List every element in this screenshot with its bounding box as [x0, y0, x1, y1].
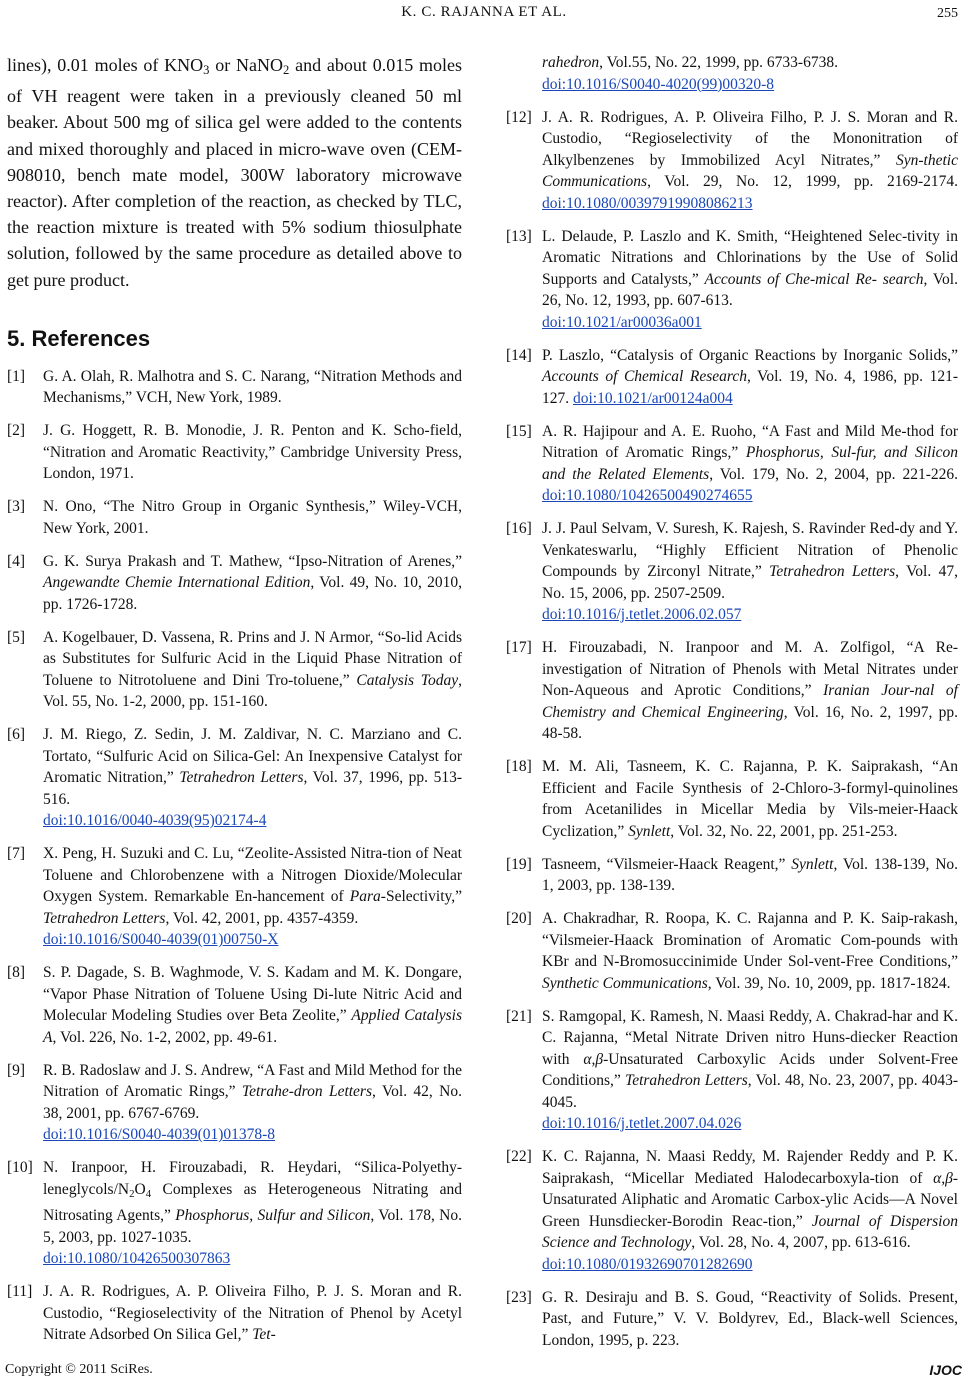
reference-mid: -Unsaturated Aliphatic and Aromatic Carbox-ylic Acids—A Novel Green Hunsdiecker-Borodin Reac-tion,” [542, 1169, 958, 1230]
reference-text [542, 226, 958, 334]
reference-pre: J. J. Paul Selvam, V. Suresh, K. Rajesh, S. Ravinder Red-dy and Y. Venkateswarlu, “Highly Efficient Nitration of Phenolic Compounds by Zirconyl Nitrate,” [542, 520, 958, 580]
reference-pre: R. B. Radoslaw and J. S. Andrew, “A Fast and Mild Method for the Nitration of Aromatic Rings,” [43, 1061, 462, 1101]
reference-pre: L. Delaude, P. Laszlo and K. Smith, “Heightened Selec-tivity in Aromatic Nitrations and Chlorinations by the Use of Solid Supports and Catalysts,” [542, 227, 958, 288]
method-paragraph: lines), 0.01 moles of $KNO_3$ or NaNO$_2$ and about 0.015 moles of VH reagent were taken in a previously cleaned 50 ml beaker. About 500 mg of silica gel were added to the contents and mixed thoroughly and placed in micro-wave oven (CEM-908010, bench mate model, 300W laboratory microwave reactor). After completion of the reaction, as checked by TLC, the reaction mixture is treated with 5% sodium thiosulphate solution, followed by the same procedure as detailed above to get pure product. [7, 55, 463, 290]
reference-number: [1] [7, 367, 26, 385]
reference-number: [8] [7, 964, 26, 982]
reference-number: [16] [506, 520, 532, 537]
reference-item [506, 854, 958, 897]
reference-pre: S. Ramgopal, K. Ramesh, N. Maasi Reddy, A. Chakrad-har and K. C. Rajanna, “Metal Nitrate Driven nitro Huns-diecker Reaction with [542, 1007, 958, 1068]
reference-ital: Accounts of Che-mical Re- search [704, 270, 924, 288]
doi-link[interactable]: doi:10.1016/S0040-4039(01)01378-8 [43, 1126, 276, 1144]
reference-item [506, 518, 958, 626]
reference-ital: Accounts of Chemical Research [542, 368, 747, 385]
reference-post: , Vol. 49, No. 10, 2010, pp. 1726-1728. [43, 574, 463, 613]
reference-number: [14] [506, 346, 532, 364]
reference-text [542, 345, 958, 410]
reference-item [506, 637, 958, 745]
reference-pre: A. Kogelbauer, D. Vassena, R. Prins and J. N Armor, “So-lid Acids as Substitutes for Sulfuric Acid in the Liquid Phase Nitration of Toluene to Nitrotoluene and Dini Tro-toluene,” [43, 628, 462, 689]
reference-pre: A. R. Hajipour and A. E. Ruoho, “A Fast and Mild Me-thod for Nitration of Aromatic Rings,” [542, 422, 958, 461]
doi-link[interactable]: doi:10.1021/ar00036a001 [542, 313, 702, 331]
reference-ital: Synlett [791, 855, 834, 873]
reference-item [506, 421, 958, 507]
reference-text [43, 420, 462, 485]
reference-item [7, 551, 462, 616]
doi-link[interactable]: doi:10.1016/j.tetlet.2007.04.026 [542, 1115, 742, 1132]
reference-ital2: Journal of Dispersion Science and Technology [542, 1212, 958, 1251]
reference-text [542, 756, 958, 842]
reference-item [7, 420, 462, 485]
reference-post: , Vol. 16, No. 2, 1997, pp. 48-58. [542, 703, 958, 742]
doi-link[interactable]: doi:10.1016/S0040-4039(01)00750-X [43, 931, 279, 949]
reference-ital: α,β [933, 1169, 953, 1187]
reference-text [43, 366, 462, 409]
reference-post: , Vol. 138-139, No. 1, 2003, pp. 138-139. [542, 855, 959, 894]
doi-link[interactable]: doi:10.1080/01932690701282690 [542, 1255, 753, 1273]
reference-item [506, 1146, 958, 1275]
reference-ital: Synlett [628, 822, 671, 840]
reference-item [7, 366, 462, 409]
reference-list-left [7, 366, 462, 1346]
page-number: 255 [937, 6, 958, 21]
reference-item [506, 756, 958, 842]
reference-number: [7] [7, 845, 26, 863]
reference-text [43, 962, 462, 1048]
reference-post: , Vol. 19, No. 4, 1986, pp. 121-127. [542, 368, 958, 407]
reference-pre: N. Iranpoor, H. Firouzabadi, R. Heydari, “Silica-Polyethy-leneglycols/N [43, 1159, 462, 1198]
reference-number: [22] [506, 1148, 532, 1165]
reference-item [7, 724, 462, 832]
reference-post: , Vol. 26, No. 12, 1993, pp. 607-613. [542, 270, 958, 309]
reference-number: [2] [7, 422, 26, 440]
reference-item [506, 52, 958, 95]
reference-mid: -Unsaturated Carboxylic Acids under Solvent-Free Conditions,” [542, 1050, 958, 1089]
reference-ital2: Tetrahedron Letters [43, 909, 166, 927]
reference-post: , Vol. 48, No. 23, 2007, pp. 4043-4045. [542, 1072, 959, 1111]
doi-link[interactable]: doi:10.1016/S0040-4020(99)00320-8 [542, 75, 775, 93]
reference-ital: Tetrahedron Letters [769, 563, 896, 580]
reference-item [506, 226, 958, 334]
reference-number: [10] [7, 1159, 33, 1177]
reference-post: , Vol. 39, No. 10, 2009, pp. 1817-1824. [707, 974, 951, 992]
reference-text [43, 1060, 462, 1146]
reference-ital: Tetrahe-dron Letters [241, 1083, 372, 1101]
reference-number: [23] [506, 1288, 532, 1306]
reference-item [506, 345, 958, 410]
reference-post: , Vol. 42, 2001, pp. 4357-4359. [165, 909, 359, 927]
reference-number: [13] [506, 227, 532, 245]
reference-number: [12] [506, 108, 532, 126]
reference-item [506, 107, 958, 215]
journal-abbrev: IJOC [929, 1362, 962, 1378]
reference-text [542, 421, 958, 507]
doi-link[interactable]: doi:10.1021/ar00124a004 [573, 389, 733, 407]
left-column [7, 52, 462, 1357]
reference-post: , Vol. 37, 1996, pp. 513-516. [43, 769, 463, 808]
reference-text [43, 627, 462, 713]
copyright-notice: Copyright © 2011 SciRes. [5, 1362, 153, 1377]
reference-pre: J. A. R. Rodrigues, A. P. Oliveira Filho, P. J. S. Moran and R. Custodio, “Regioselectivity of the Mononitration of Alkylbenzenes by Immobilized Acyl Nitrates,” [542, 108, 958, 169]
reference-pre: S. P. Dagade, S. B. Waghmode, V. S. Kadam and M. K. Dongare, “Vapor Phase Nitration of Toluene Using Di-lute Nitric Acid and Molecular Modeling Studies over Beta Zeolite,” [43, 964, 462, 1025]
reference-text [542, 908, 958, 994]
reference-post: , Vol. 42, No. 38, 2001, pp. 6767-6769. [43, 1083, 462, 1122]
reference-number: [21] [506, 1007, 532, 1025]
reference-text [542, 518, 958, 626]
reference-ital: Synthetic Communications [542, 974, 708, 992]
reference-pre: M. M. Ali, Tasneem, K. C. Rajanna, P. K. Saiprakash, “An Efficient and Facile Synthesis of 2-Chloro-3-formyl-quinolines from Acetanilides in Micellar Media by Vils-meier-Haack Cyclization,” [542, 758, 958, 840]
reference-text: N. Ono, “The Nitro Group in Organic Synthesis,” Wiley-VCH, New York, 2001. [43, 498, 462, 537]
reference-text [542, 52, 958, 95]
reference-post: , Vol. 226, No. 1-2, 2002, pp. 49-61. [52, 1028, 278, 1046]
reference-pre: J. M. Riego, Z. Sedin, J. M. Zaldivar, N. C. Marziano and C. Tortato, “Sulfuric Acid on Silica-Gel: An Inexpensive Catalyst for Aromatic Nitration,” [43, 726, 462, 787]
reference-item [7, 627, 462, 713]
reference-number: [6] [7, 726, 26, 744]
reference-item [7, 843, 462, 951]
running-head: K. C. RAJANNA ET AL. [401, 4, 567, 20]
reference-sub2: 4 [145, 1187, 152, 1200]
reference-text [542, 107, 958, 215]
section-heading: 5. References [7, 325, 151, 351]
reference-ital: Tet- [252, 1326, 276, 1344]
reference-pre: K. C. Rajanna, N. Maasi Reddy, M. Rajender Reddy and P. K. Saiprakash, “Micellar Mediated Halodecarboxyla-tion of [542, 1148, 958, 1187]
reference-ital: Phosphorus, Sulfur and Silicon [175, 1207, 371, 1225]
reference-item [7, 962, 462, 1048]
reference-ital: Catalysis Today [356, 671, 459, 689]
reference-number: [18] [506, 758, 532, 775]
reference-number: [4] [7, 552, 26, 570]
reference-pre: P. Laszlo, “Catalysis of Organic Reactions by Inorganic Solids,” [542, 346, 958, 364]
right-column [506, 52, 958, 1363]
reference-sub1: 2 [129, 1187, 135, 1200]
reference-pre: X. Peng, H. Suzuki and C. Lu, “Zeolite-Assisted Nitra-tion of Neat Toluene and Chlorobenzene with a Nitrogen Dioxide/Molecular Oxygen System. Remarkable En-hancement of [43, 845, 462, 906]
doi-link[interactable]: doi:10.1016/0040-4039(95)02174-4 [43, 812, 267, 830]
reference-number: [19] [506, 855, 532, 873]
reference-item [506, 1287, 958, 1352]
reference-text: G. A. Olah, R. Malhotra and S. C. Narang, “Nitration Methods and Mechanisms,” VCH, New York, 1989. [43, 367, 462, 407]
reference-pre: A. Chakradhar, R. Roopa, K. C. Rajanna and P. K. Saip-rakash, “Vilsmeier-Haack Bromination of Aromatic Com-pounds with KBr and N-Bromosuccinimide Under Sol-vent-Free Conditions,” [542, 910, 958, 970]
reference-text [43, 496, 462, 539]
reference-item [7, 496, 462, 539]
reference-post: , Vol. 32, No. 22, 2001, pp. 251-253. [670, 822, 898, 840]
reference-text [43, 1157, 462, 1270]
reference-item [506, 908, 958, 994]
reference-text [43, 724, 462, 832]
doi-link[interactable]: doi:10.1080/10426500490274655 [542, 487, 753, 504]
reference-number: [15] [506, 422, 532, 440]
reference-text [43, 551, 462, 616]
reference-number: [11] [7, 1283, 33, 1301]
reference-text [542, 854, 958, 897]
reference-number: [20] [506, 910, 532, 927]
reference-post: , Vol. 55, No. 1-2, 2000, pp. 151-160. [43, 671, 462, 711]
reference-pre: Tasneem, “Vilsmeier-Haack Reagent,” [542, 855, 792, 873]
reference-list-right [506, 52, 958, 1351]
reference-pre: G. K. Surya Prakash and T. Mathew, “Ipso-Nitration of Arenes,” [43, 552, 462, 570]
reference-text: J. G. Hoggett, R. B. Monodie, J. R. Penton and K. Scho-field, “Nitration and Aromatic Reactivity,” Cambridge University Press, London, 1971. [43, 422, 462, 483]
reference-pre: G. R. Desiraju and B. S. Goud, “Reactivity of Solids. Present, Past, and Future,” V. V. Boldyrev, Ed., Black-well Sciences, London, 1995, p. 223. [542, 1288, 958, 1349]
reference-post: , Vol. 179, No. 2, 2004, pp. 221-226. [709, 465, 959, 483]
reference-item [7, 1281, 462, 1346]
reference-item [7, 1060, 462, 1146]
reference-item [506, 1006, 958, 1135]
reference-number: [3] [7, 498, 26, 516]
reference-text [43, 843, 462, 951]
reference-ital: Applied Catalysis A [43, 1007, 462, 1046]
reference-post: , Vol. 29, No. 12, 1999, pp. 2169-2174. [647, 173, 958, 190]
reference-item [7, 1157, 462, 1270]
reference-post: , Vol. 178, No. 5, 2003, pp. 1027-1035. [43, 1207, 462, 1246]
reference-number: [5] [7, 628, 26, 646]
doi-link[interactable]: doi:10.1016/j.tetlet.2006.02.057 [542, 606, 742, 623]
reference-text [542, 1006, 958, 1135]
doi-link[interactable]: doi:10.1080/10426500307863 [43, 1250, 231, 1268]
reference-mid2: Complexes as Heterogeneous Nitrating and Nitrosating Agents,” [43, 1180, 462, 1225]
doi-link[interactable]: doi:10.1080/00397919908086213 [542, 194, 753, 212]
reference-pre: H. Firouzabadi, N. Iranpoor and M. A. Zolfigol, “A Re-investigation of Nitration of Phenols with Metal Nitrates under Non-Aqueous and Aprotic Conditions,” [542, 639, 958, 699]
reference-ital: Tetrahedron Letters [179, 769, 304, 787]
reference-ital: Angewandte Chemie International Edition [43, 574, 311, 592]
reference-ital: α,β [583, 1050, 604, 1068]
reference-ital: rahedron [542, 54, 600, 71]
reference-post: , Vol. 28, No. 4, 2007, pp. 613-616. [691, 1234, 911, 1251]
reference-number: [9] [7, 1061, 26, 1079]
reference-post: , Vol.55, No. 22, 1999, pp. 6733-6738. [599, 54, 838, 71]
reference-ital2: Tetrahedron Letters [625, 1072, 748, 1089]
reference-post: , Vol. 47, No. 15, 2006, pp. 2507-2509. [542, 563, 958, 602]
reference-mid1: O [134, 1180, 146, 1198]
reference-text [542, 1146, 958, 1275]
reference-pre: J. A. R. Rodrigues, A. P. Oliveira Filho, P. J. S. Moran and R. Custodio, “Regioselectivity of the Nitration of Phenol by Acetyl Nitrate Adsorbed On Silica Gel,” [43, 1283, 462, 1344]
reference-text [542, 637, 958, 745]
reference-ital: Syn-thetic Communications [542, 151, 958, 190]
reference-ital: Iranian Jour-nal of Chemistry and Chemical Engineering [542, 682, 958, 721]
reference-ital: Para [349, 888, 381, 906]
reference-text [43, 1281, 462, 1346]
reference-mid: -Selectivity,” [380, 888, 462, 906]
reference-ital: Phosphorus, Sul-fur, and Silicon and the Related Elements [542, 444, 959, 483]
reference-text [542, 1287, 958, 1352]
reference-number: [17] [506, 639, 532, 656]
